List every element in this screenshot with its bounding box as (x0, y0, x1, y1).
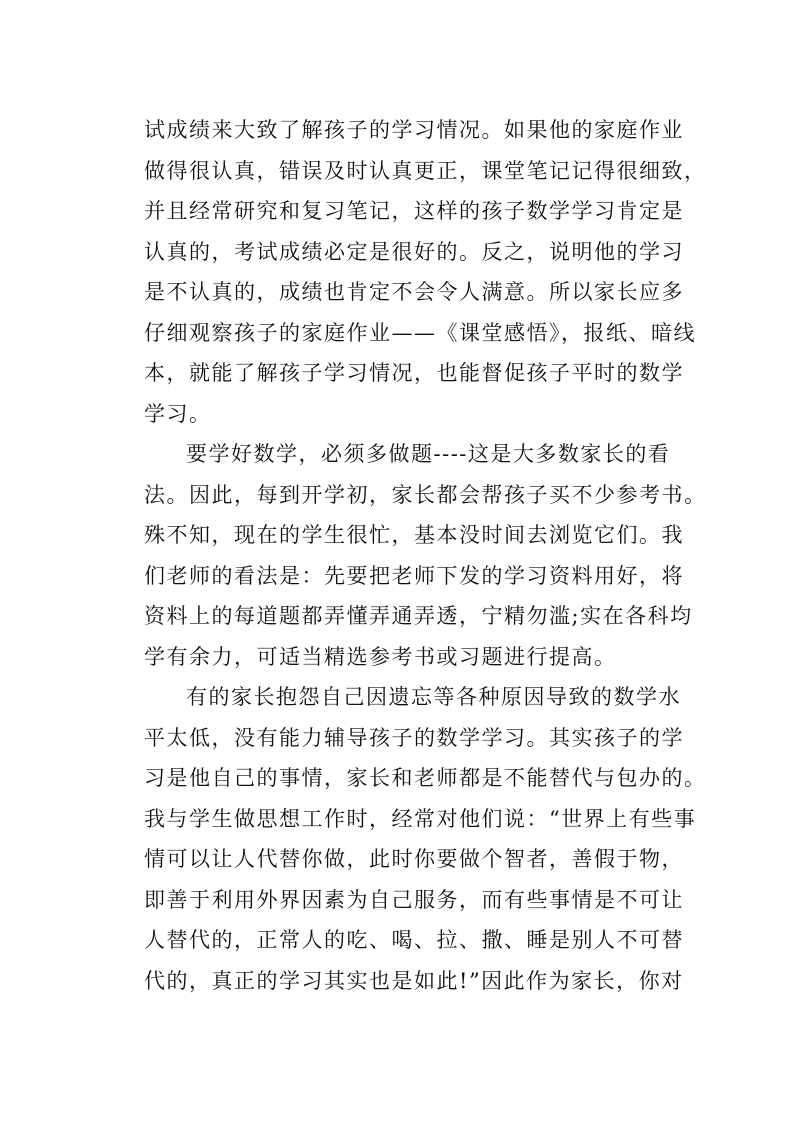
text-line: 我与学生做思想工作时，经常对他们说：“世界上有些事 (144, 806, 697, 831)
text-line: 法。因此，每到开学初，家长都会帮孩子买不少参考书。 (144, 482, 707, 507)
text-line: 试成绩来大致了解孩子的学习情况。如果他的家庭作业 (144, 118, 684, 142)
paragraph-parent-role (144, 677, 707, 1001)
paragraph-homework-observation (144, 110, 707, 434)
text-line: 本，就能了解孩子学习情况，也能督促孩子平时的数学 (144, 361, 684, 385)
text-line: 做得很认真，错误及时认真更正，课堂笔记记得很细致， (144, 158, 707, 183)
text-line: 是不认真的，成绩也肯定不会令人满意。所以家长应多 (144, 280, 684, 304)
text-line: 代的，真正的学习其实也是如此!”因此作为家长，你对 (144, 968, 684, 993)
text-line: 学习。 (144, 401, 212, 426)
document-body (144, 110, 707, 1001)
text-line: 有的家长抱怨自己因遗忘等各种原因导致的数学水 (186, 685, 681, 709)
text-line: 人替代的，正常人的吃、喝、拉、撒、睡是别人不可替 (144, 928, 684, 952)
text-line: 即善于利用外界因素为自己服务，而有些事情是不可让 (144, 887, 684, 912)
text-line: 资料上的每道题都弄懂弄通弄透，宁精勿滥;实在各科均 (144, 604, 693, 628)
text-line: 习是他自己的事情，家长和老师都是不能替代与包办的。 (144, 766, 707, 790)
text-line: 殊不知，现在的学生很忙，基本没时间去浏览它们。我 (144, 523, 684, 547)
text-line: 并且经常研究和复习笔记，这样的孩子数学学习肯定是 (144, 199, 684, 223)
text-line: 平太低，没有能力辅导孩子的数学学习。其实孩子的学 (144, 725, 684, 750)
paragraph-practice-problems (144, 434, 707, 677)
text-line: 学有余力，可适当精选参考书或习题进行提高。 (144, 644, 617, 669)
text-line: 情可以让人代替你做，此时你要做个智者，善假于物， (144, 847, 684, 871)
text-line: 仔细观察孩子的家庭作业——《课堂感悟》，报纸、暗线 (144, 320, 696, 345)
text-line: 认真的，考试成绩必定是很好的。反之，说明他的学习 (144, 239, 684, 264)
text-line: 要学好数学，必须多做题----这是大多数家长的看 (186, 442, 671, 466)
text-line: 们老师的看法是：先要把老师下发的学习资料用好，将 (144, 563, 684, 588)
